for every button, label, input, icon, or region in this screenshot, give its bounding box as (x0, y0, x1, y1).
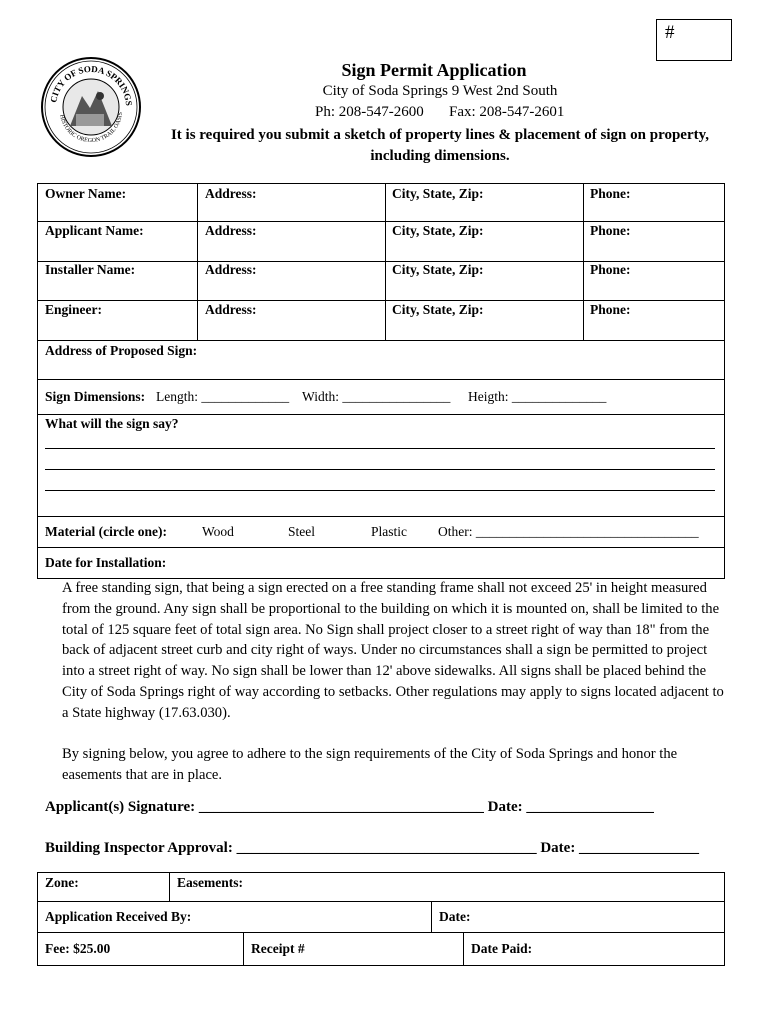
phone-number: Ph: 208-547-2600 (315, 104, 424, 120)
applicant-name-field[interactable]: Applicant Name: (45, 223, 144, 238)
width-field[interactable]: Width: ________________ (302, 389, 451, 404)
installer-name-field[interactable]: Installer Name: (45, 262, 136, 277)
applicant-address-field[interactable]: Address: (205, 223, 257, 238)
requirement-line-1: It is required you submit a sketch of property lines & placement of sign on property, (170, 127, 710, 143)
svg-text:CITY OF SODA SPRINGS: CITY OF SODA SPRINGS (48, 63, 135, 107)
applicant-signature-line[interactable]: Applicant(s) Signature: ______________________________________ Date: _________________ (45, 799, 654, 815)
owner-address-field[interactable]: Address: (205, 186, 257, 201)
engineer-city-field[interactable]: City, State, Zip: (392, 302, 484, 317)
fax-number: Fax: 208-547-2601 (449, 104, 565, 120)
material-option-wood[interactable]: Wood (202, 524, 234, 539)
owner-phone-field[interactable]: Phone: (590, 186, 631, 201)
received-by-field[interactable]: Application Received By: (45, 909, 192, 924)
sign-text-line-2[interactable] (45, 469, 715, 470)
city-address: City of Soda Springs 9 West 2nd South (322, 83, 558, 99)
zone-field[interactable]: Zone: (45, 875, 79, 890)
installer-city-field[interactable]: City, State, Zip: (392, 262, 484, 277)
applicant-city-field[interactable]: City, State, Zip: (392, 223, 484, 238)
sign-text-label: What will the sign say? (45, 416, 179, 431)
material-other-field[interactable]: Other: _________________________________ (438, 524, 699, 539)
sign-text-line-3[interactable] (45, 490, 715, 491)
installation-date-field[interactable]: Date for Installation: (45, 555, 167, 570)
material-label: Material (circle one): (45, 524, 167, 539)
application-form-table (37, 183, 725, 579)
material-option-plastic[interactable]: Plastic (371, 524, 407, 539)
proposed-sign-address-field[interactable]: Address of Proposed Sign: (45, 343, 198, 358)
installer-address-field[interactable]: Address: (205, 262, 257, 277)
inspector-approval-line[interactable]: Building Inspector Approval: ________________________________________ Date: ________________ (45, 840, 700, 856)
engineer-phone-field[interactable]: Phone: (590, 302, 631, 317)
material-option-steel[interactable]: Steel (288, 524, 315, 539)
sign-text-line-1[interactable] (45, 448, 715, 449)
easements-field[interactable]: Easements: (177, 875, 243, 890)
installer-phone-field[interactable]: Phone: (590, 262, 631, 277)
page-title: Sign Permit Application (341, 60, 527, 80)
form-number-box[interactable]: # (656, 19, 732, 61)
length-field[interactable]: Length: _____________ (156, 389, 290, 404)
applicant-phone-field[interactable]: Phone: (590, 223, 631, 238)
svg-text:HISTORIC OREGON TRAIL OASIS: HISTORIC OREGON TRAIL OASIS (58, 111, 125, 145)
engineer-name-field[interactable]: Engineer: (45, 302, 102, 317)
agreement-paragraph: By signing below, you agree to adhere to the sign requirements of the City of Soda Springs and honor the easements that are in place. (62, 746, 678, 783)
height-field[interactable]: Heigth: ______________ (468, 389, 607, 404)
sign-dimensions-label: Sign Dimensions: (45, 389, 146, 404)
engineer-address-field[interactable]: Address: (205, 302, 257, 317)
received-date-field[interactable]: Date: (439, 909, 471, 924)
requirement-line-2: including dimensions. (370, 148, 510, 164)
receipt-number-field[interactable]: Receipt # (251, 941, 305, 956)
fee-value: Fee: $25.00 (45, 941, 111, 956)
owner-name-field[interactable]: Owner Name: (45, 186, 127, 201)
regulations-paragraph: A free standing sign, that being a sign erected on a free standing frame shall not exceed 25' in height measured from the ground. Any sign shall be proportional to the building on which it is mounted on, shall be limited to the total of 125 square feet of total sign area. No Sign shall project closer to a street right of way than 18" from the back of adjacent street curb and city right of ways. Under no circumstances shall a sign be permitted to project into a street right of way. No sign shall be lower than 12' above sidewalks. All signs shall be placed behind the City of Soda Springs right of way according to setbacks. Other regulations may apply to signs located adjacent to a State highway (17.63.030). (62, 580, 724, 721)
owner-city-field[interactable]: City, State, Zip: (392, 186, 484, 201)
date-paid-field[interactable]: Date Paid: (471, 941, 533, 956)
